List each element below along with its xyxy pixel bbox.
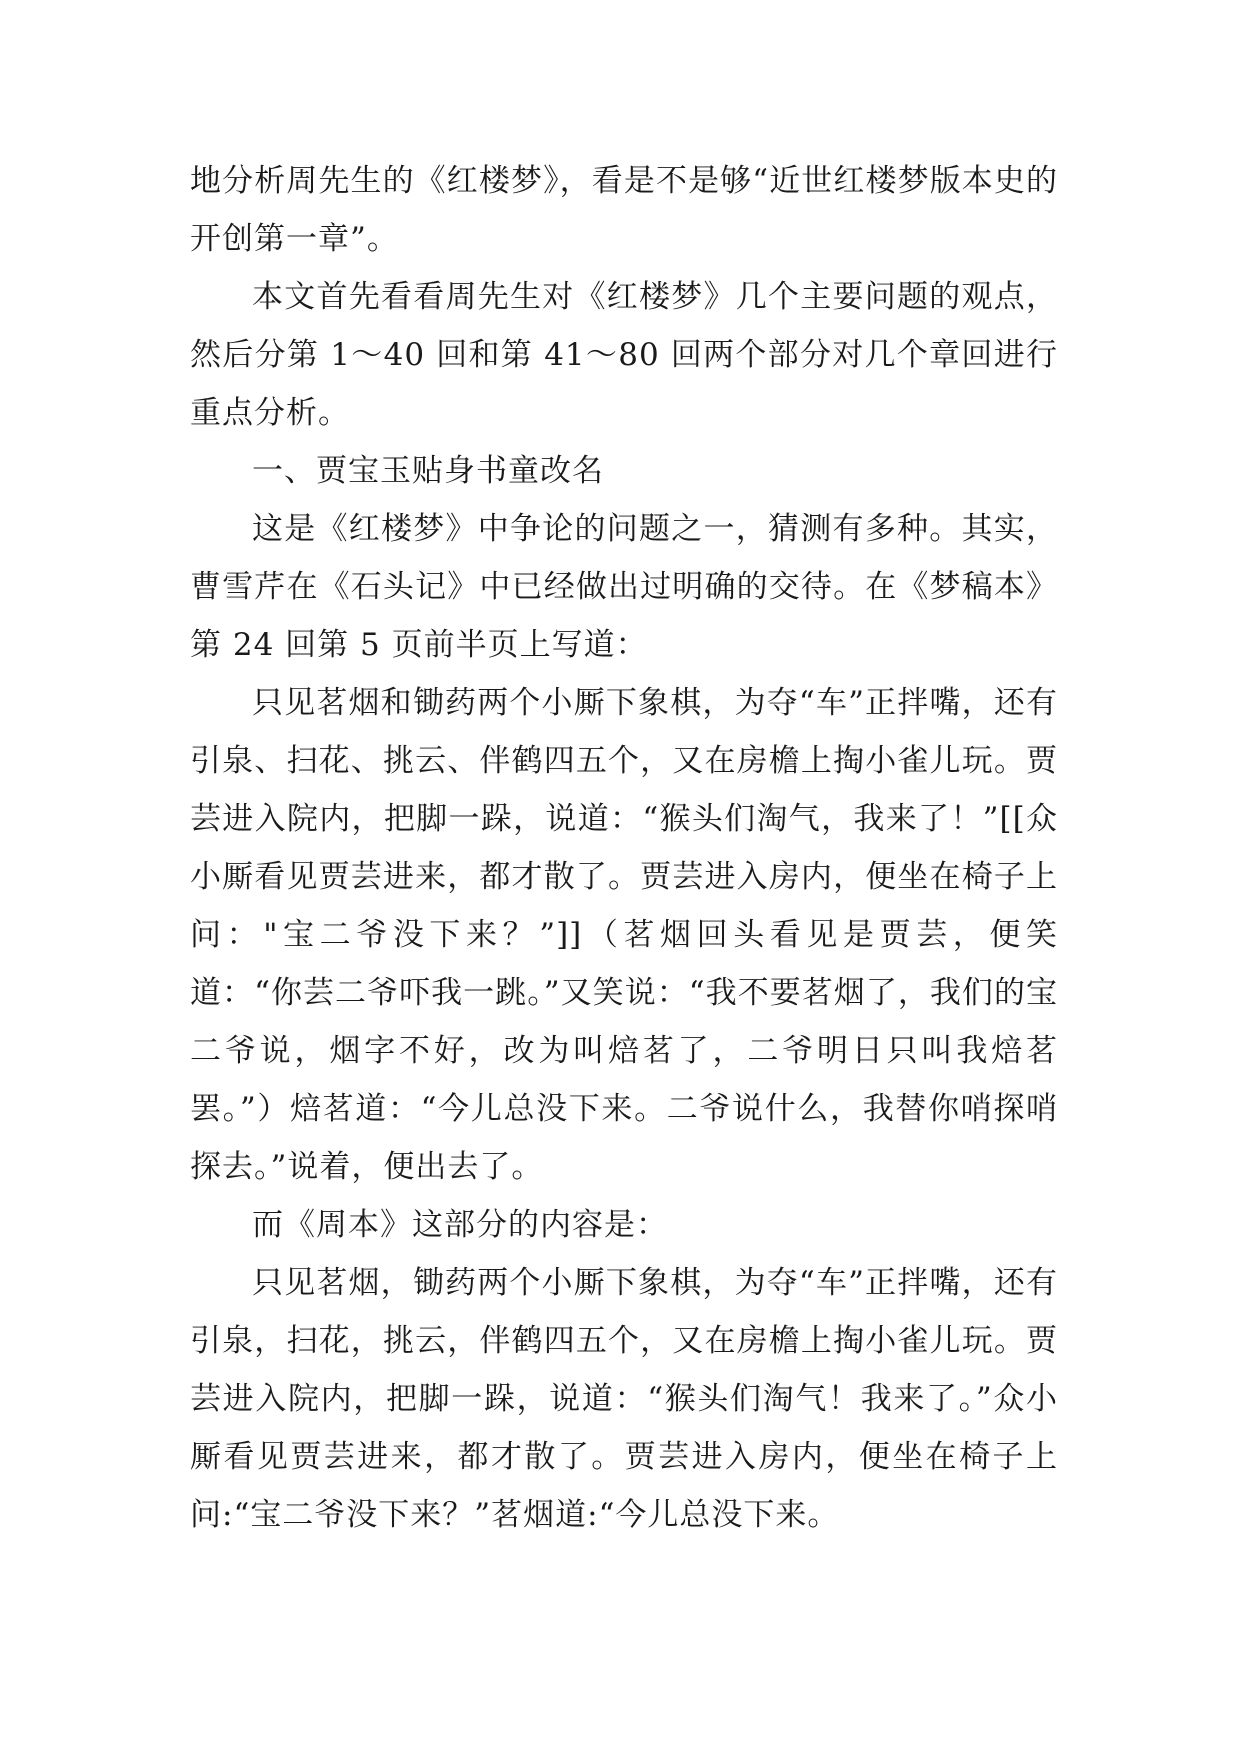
quote-meng-gao-ben: 只见茗烟和锄药两个小厮下象棋，为夺“车”正拌嘴，还有引泉、扫花、挑云、伴鹤四五个，又在房檐上掏小雀儿玩。贾芸进入院内，把脚一跺，说道：“猴头们淘气，我来了！”[[众小厮看见贾芸进来，都才散了。贾芸进入房内，便坐在椅子上问："宝二爷没下来？”]]（茗烟回头看见是贾芸，便笑道：“你芸二爷吓我一跳。”又笑说：“我不要茗烟了，我们的宝二爷说，烟字不好，改为叫焙茗了，二爷明日只叫我焙茗罢。”）焙茗道：“今儿总没下来。二爷说什么，我替你哨探哨探去。”说着，便出去了。 [190,685,1058,1185]
section-heading: 一、贾宝玉贴身书童改名 [252,453,604,489]
quote-zhou-ben: 只见茗烟，锄药两个小厮下象棋，为夺“车”正拌嘴，还有引泉，扫花，挑云，伴鹤四五个，又在房檐上掏小雀儿玩。贾芸进入院内，把脚一跺，说道：“猴头们淘气！我来了。”众小厮看见贾芸进来，都才散了。贾芸进入房内，便坐在椅子上问:“宝二爷没下来？”茗烟道:“今儿总没下来。 [190,1265,1058,1533]
paragraph-discussion: 这是《红楼梦》中争论的问题之一，猜测有多种。其实，曹雪芹在《石头记》中已经做出过明确的交待。在《梦稿本》第 24 回第 5 页前半页上写道： [190,511,1058,663]
paragraph-zhou-ben-intro: 而《周本》这部分的内容是： [252,1207,668,1243]
body-text [190,152,1058,1544]
paragraph-continuation: 地分析周先生的《红楼梦》，看是不是够“近世红楼梦版本史的开创第一章”。 [190,163,1058,257]
paragraph-intro: 本文首先看看周先生对《红楼梦》几个主要问题的观点，然后分第 1～40 回和第 41～80 回两个部分对几个章回进行重点分析。 [190,279,1058,431]
